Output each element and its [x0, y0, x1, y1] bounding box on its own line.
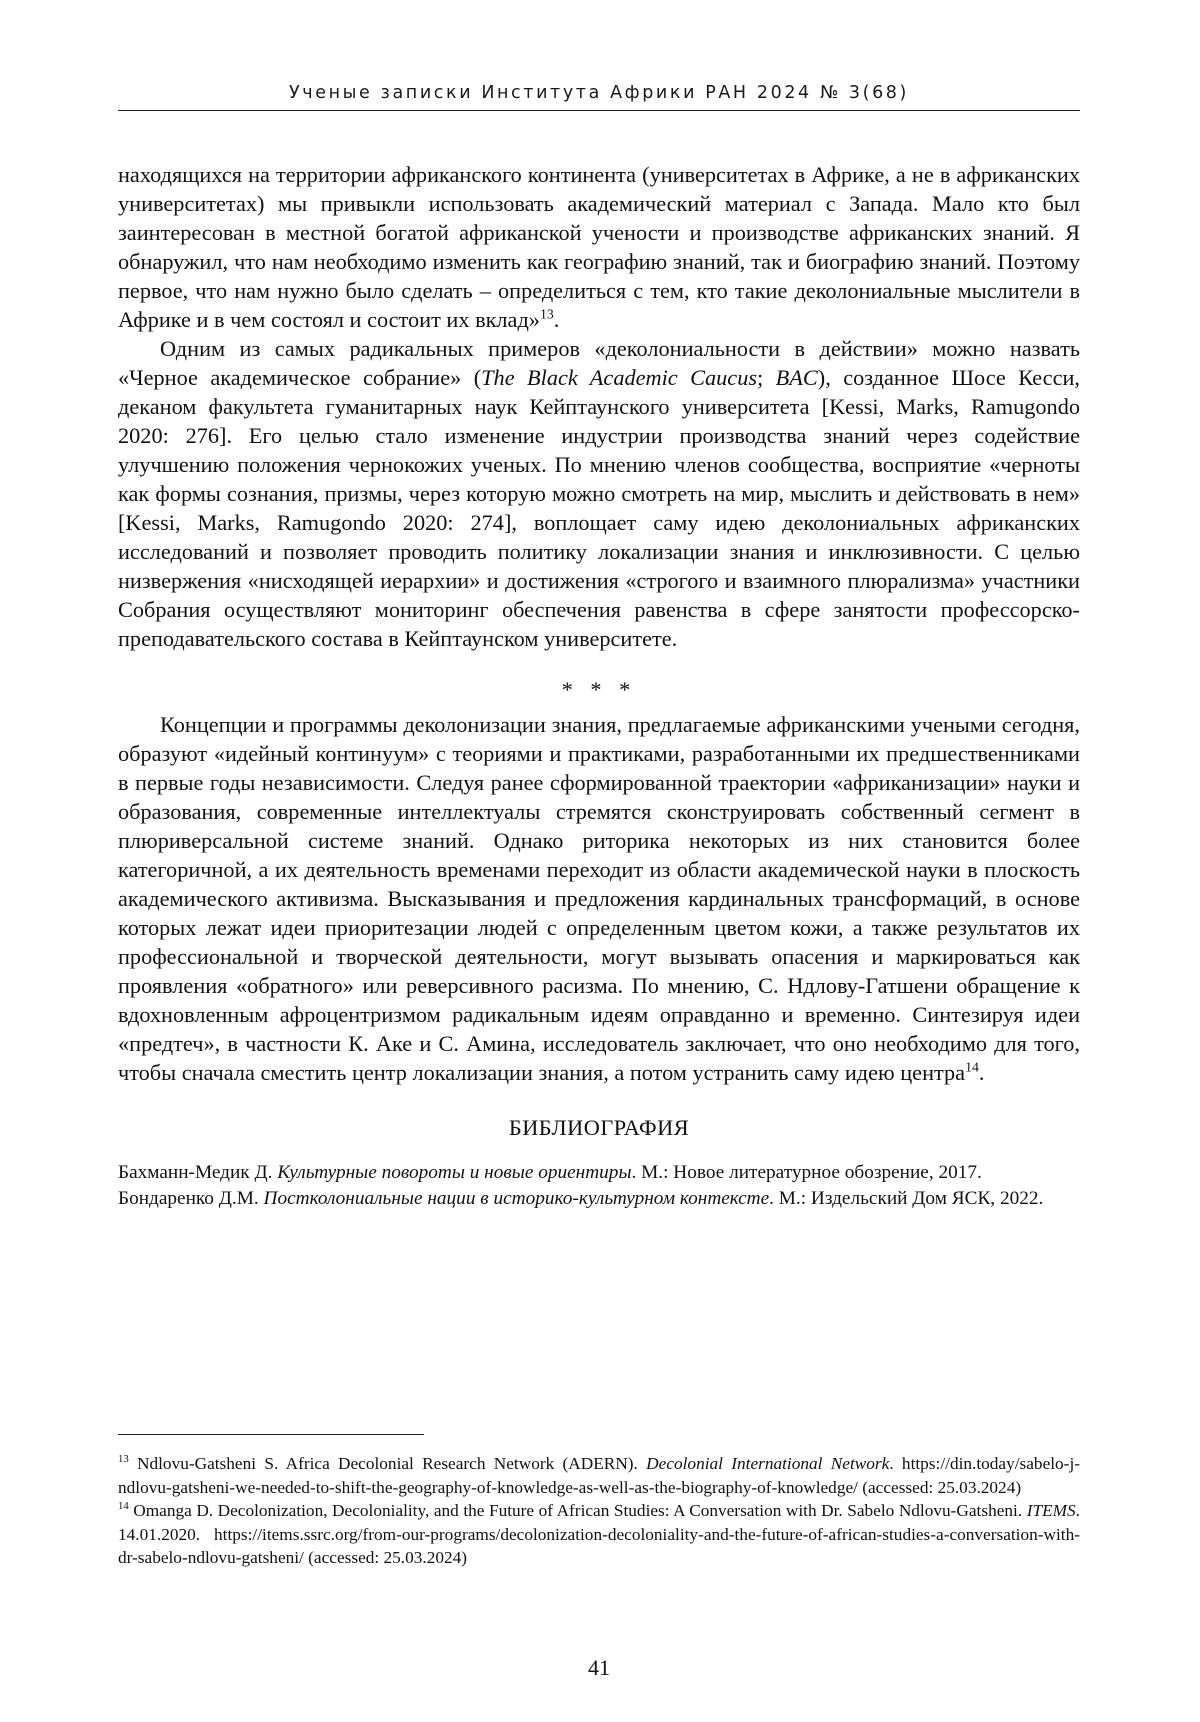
bibliography-list [118, 1160, 1080, 1212]
footnote-14 [118, 1499, 1080, 1570]
footnote-ref-14[interactable]: 14 [965, 1059, 979, 1075]
header-rule [118, 110, 1080, 111]
article-body [118, 160, 1080, 1212]
page-number: 41 [588, 1655, 610, 1680]
paragraph-text: ; [757, 365, 776, 390]
running-head: Ученые записки Института Африки РАН 2024 № 3(68) [289, 83, 909, 103]
bib-author: Бахманн-Медик Д. [118, 1162, 278, 1183]
footnote-text: Omanga D. Decolonization, Decoloniality, and the Future of African Studies: A Conversation with Dr. Sabelo Ndlovu-Gatsheni. [128, 1501, 1027, 1520]
footnotes [118, 1452, 1080, 1570]
bib-publisher: . М.: Издельский Дом ЯСК, 2022. [769, 1188, 1044, 1209]
bib-title: Постколониальные нации в историко-культурном контексте [263, 1188, 770, 1209]
paragraph-bac [118, 334, 1080, 653]
paragraph-continuation [118, 160, 1080, 334]
italic-term: The Black Academic Caucus [481, 365, 758, 390]
footnote-text: Ndlovu-Gatsheni S. Africa Decolonial Research Network (ADERN). [128, 1454, 647, 1473]
footnote-rule [118, 1434, 424, 1435]
paragraph-text: ), созданное Шосе Кесси, деканом факультета гуманитарных наук Кейптаунского университета [Kessi, Marks, Ramugondo 2020: 276]. Его целью стало изменение индустрии производства знаний через содействие улучшению положения чернокожих ученых. По мнению членов сообщества, восприятие «черноты как формы сознания, призмы, через которую можно смотреть на мир, мыслить и действовать в нем» [Kessi, Marks, Ramugondo 2020: 274], воплощает саму идею деколониальных африканских исследований и позволяет проводить политику локализации знания и инклюзивности. С целью низвержения «нисходящей иерархии» и достижения «строгого и взаимного плюрализма» участники Собрания осуществляют мониторинг обеспечения равенства в сфере занятости профессорско-преподавательского состава в Кейптаунском университете. [118, 365, 1080, 651]
bib-title: Культурные повороты и новые ориентиры [277, 1162, 632, 1183]
footnote-ref-13[interactable]: 13 [539, 306, 554, 322]
bibliography-entry [118, 1186, 1080, 1212]
bibliography-heading: БИБЛИОГРАФИЯ [508, 1115, 690, 1140]
bib-author: Бондаренко Д.М. [118, 1188, 264, 1209]
paragraph-tail: . [978, 1060, 985, 1085]
footnote-link[interactable]: . https://din.today/sabelo-j-ndlovu-gatsheni-we-needed-to-shift-the-geography-of-knowledge-as-well-as-the-biography-of-knowledge/ (accessed: 25.03.2024) [118, 1454, 1080, 1497]
bib-publisher: . М.: Новое литературное обозрение, 2017. [631, 1162, 982, 1183]
footnote-13 [118, 1452, 1080, 1499]
paragraph-text: Одним из самых радикальных примеров «деколониальности в действии» можно назвать «Черное академическое собрание» ( [118, 336, 1080, 390]
footnote-source: ITEMS [1026, 1501, 1076, 1520]
footnote-source: Decolonial International Network [646, 1454, 890, 1473]
paragraph-tail: . [553, 307, 560, 332]
section-separator: * * * [561, 677, 637, 702]
paragraph-text: находящихся на территории африканского континента (университетах в Африке, а не в африканских университетах) мы привыкли использовать академический материал с Запада. Мало кто был заинтересован в местной богатой африканской учености и производстве африканских знаний. Я обнаружил, что нам необходимо изменить как географию знаний, так и биографию знаний. Поэтому первое, что нам нужно было сделать – определиться с тем, кто такие деколониальные мыслители в Африке и в чем состоял и состоит их вклад» [118, 162, 1080, 332]
footnote-link[interactable]: . 14.01.2020. https://items.ssrc.org/from-our-programs/decolonization-decoloniality-and-the-future-of-african-studies-a-conversation-with-dr-sabelo-ndlovu-gatsheni/ (accessed: 25.03.2024) [118, 1501, 1080, 1567]
italic-abbreviation: BAC [775, 365, 818, 390]
paragraph-text: Концепции и программы деколонизации знания, предлагаемые африканскими учеными сегодня, образуют «идейный континуум» с теориями и практиками, разработанными их предшественниками в первые годы независимости. Следуя ранее сформированной траектории «африканизации» науки и образования, современные интеллектуалы стремятся сконструировать собственный сегмент в плюриверсальной системе знаний. Однако риторика некоторых из них становится более категоричной, а их деятельность временами переходит из области академической науки в плоскость академического активизма. Высказывания и предложения кардинальных трансформаций, в основе которых лежат идеи приоритезации людей с определенным цветом кожи, а также результатов их профессиональной и творческой деятельности, могут вызывать опасения и маркироваться как проявления «обратного» или реверсивного расизма. По мнению, С. Ндлову-Гатшени обращение к вдохновленным афроцентризмом радикальным идеям оправданно и временно. Синтезируя идеи «предтеч», в частности К. Аке и С. Амина, исследователь заключает, что оно необходимо для того, чтобы сначала сместить центр локализации знания, а потом устранить саму идею центра [118, 712, 1080, 1085]
bibliography-entry [118, 1160, 1080, 1186]
paragraph-conclusion [118, 710, 1080, 1087]
footnote-number: 13 [118, 1453, 129, 1466]
footnote-number: 14 [118, 1500, 129, 1513]
